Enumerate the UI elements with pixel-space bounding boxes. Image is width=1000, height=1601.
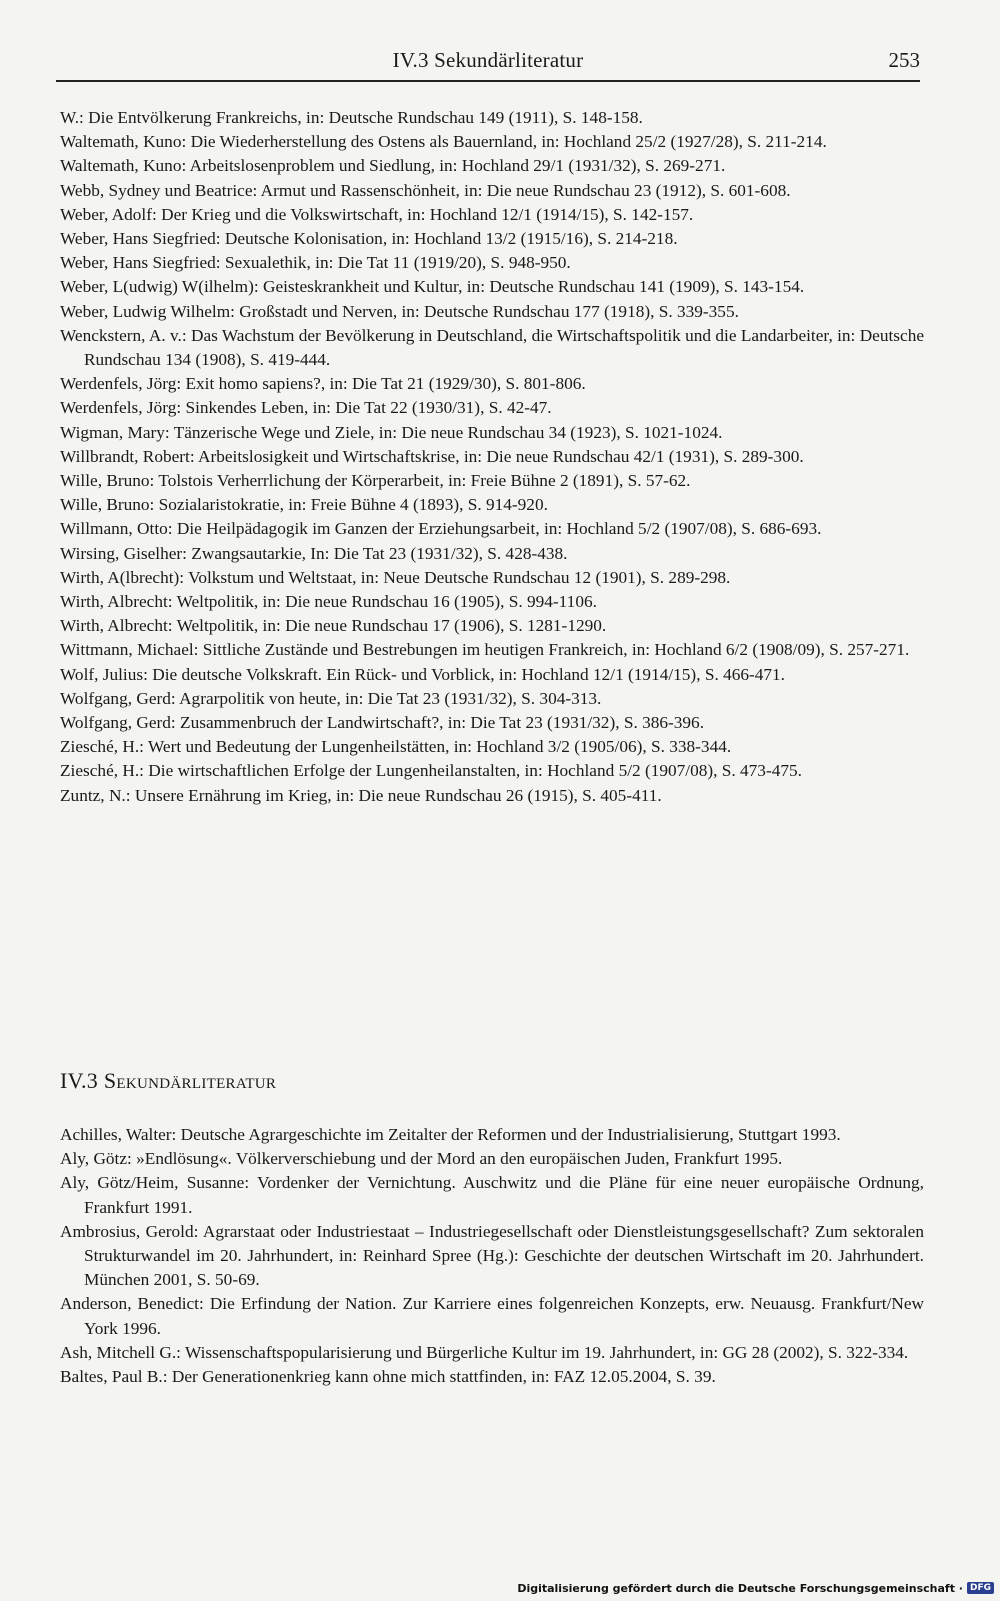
bibliography-entry: Aly, Götz/Heim, Susanne: Vordenker der Vernichtung. Auschwitz und die Pläne für eine neuer europäische Ordnung, Frankfurt 1991. xyxy=(60,1173,924,1217)
bibliography-entry: Weber, L(udwig) W(ilhelm): Geisteskrankheit und Kultur, in: Deutsche Rundschau 141 (1909), S. 143-154. xyxy=(60,277,805,297)
bibliography-entry: Wolf, Julius: Die deutsche Volkskraft. Ein Rück- und Vorblick, in: Hochland 12/1 (1914/15), S. 466-471. xyxy=(60,664,785,684)
bibliography-entry: Wolfgang, Gerd: Agrarpolitik von heute, in: Die Tat 23 (1931/32), S. 304-313. xyxy=(60,688,602,708)
running-header xyxy=(56,46,920,82)
bibliography-entry: Weber, Hans Siegfried: Sexualethik, in: Die Tat 11 (1919/20), S. 948-950. xyxy=(60,253,571,273)
section-title: Sekundärliteratur xyxy=(103,1068,277,1093)
bibliography-entry: W.: Die Entvölkerung Frankreichs, in: Deutsche Rundschau 149 (1911), S. 148-158. xyxy=(60,108,643,127)
page-number: 253 xyxy=(888,48,920,72)
running-header-title: IV.3 Sekundärliteratur xyxy=(392,48,584,72)
bibliography-entry: Wigman, Mary: Tänzerische Wege und Ziele, in: Die neue Rundschau 34 (1923), S. 1021-1024. xyxy=(60,422,723,442)
bibliography-list-secondary xyxy=(60,1123,924,1389)
bibliography-entry: Waltemath, Kuno: Arbeitslosenproblem und Siedlung, in: Hochland 29/1 (1931/32), S. 269-271. xyxy=(60,156,726,176)
bibliography-entry: Weber, Adolf: Der Krieg und die Volkswirtschaft, in: Hochland 12/1 (1914/15), S. 142-157. xyxy=(60,204,694,224)
bibliography-entry: Baltes, Paul B.: Der Generationenkrieg kann ohne mich stattfinden, in: FAZ 12.05.2004, S. 39. xyxy=(60,1367,716,1387)
bibliography-entry: Ambrosius, Gerold: Agrarstaat oder Industriestaat – Industriegesellschaft oder Dienstleistungsgesellschaft? Zum sektoralen Strukturwandel im 20. Jahrhundert, in: Reinhard Spree (Hg.): Geschichte der deutschen Wirtschaft im 20. Jahrhundert. München 2001, S. 50-69. xyxy=(60,1221,924,1290)
bibliography-list-primary xyxy=(60,106,924,808)
bibliography-entry: Webb, Sydney und Beatrice: Armut und Rassenschönheit, in: Die neue Rundschau 23 (1912), S. 601-608. xyxy=(60,180,791,200)
bibliography-entry: Wirth, Albrecht: Weltpolitik, in: Die neue Rundschau 17 (1906), S. 1281-1290. xyxy=(60,616,607,636)
bibliography-entry: Anderson, Benedict: Die Erfindung der Nation. Zur Karriere eines folgenreichen Konzepts, erw. Neuausg. Frankfurt/New York 1996. xyxy=(60,1294,924,1338)
bibliography-entry: Waltemath, Kuno: Die Wiederherstellung des Ostens als Bauernland, in: Hochland 25/2 (1927/28), S. 211-214. xyxy=(60,132,827,152)
bibliography-entry: Willbrandt, Robert: Arbeitslosigkeit und Wirtschaftskrise, in: Die neue Rundschau 42/1 (1931), S. 289-300. xyxy=(60,446,804,466)
bibliography-entry: Wille, Bruno: Tolstois Verherrlichung der Körperarbeit, in: Freie Bühne 2 (1891), S. 57-62. xyxy=(60,471,691,491)
bibliography-entry: Wille, Bruno: Sozialaristokratie, in: Freie Bühne 4 (1893), S. 914-920. xyxy=(60,495,548,515)
bibliography-entry: Aly, Götz: »Endlösung«. Völkerverschiebung und der Mord an den europäischen Juden, Frankfurt 1995. xyxy=(60,1149,783,1169)
bibliography-entry: Wittmann, Michael: Sittliche Zustände und Bestrebungen im heutigen Frankreich, in: Hochland 6/2 (1908/09), S. 257-271. xyxy=(60,640,910,660)
bibliography-entry: Weber, Ludwig Wilhelm: Großstadt und Nerven, in: Deutsche Rundschau 177 (1918), S. 339-355. xyxy=(60,301,739,321)
bibliography-entry: Willmann, Otto: Die Heilpädagogik im Ganzen der Erziehungsarbeit, in: Hochland 5/2 (1907/08), S. 686-693. xyxy=(60,519,822,539)
bibliography-entry: Ziesché, H.: Die wirtschaftlichen Erfolge der Lungenheilanstalten, in: Hochland 5/2 (1907/08), S. 473-475. xyxy=(60,761,802,781)
dfg-logo-icon: DFG xyxy=(967,1582,994,1594)
digitization-credit xyxy=(517,1579,994,1597)
bibliography-entry: Zuntz, N.: Unsere Ernährung im Krieg, in: Die neue Rundschau 26 (1915), S. 405-411. xyxy=(60,785,662,805)
bibliography-entry: Ziesché, H.: Wert und Bedeutung der Lungenheilstätten, in: Hochland 3/2 (1905/06), S. 338-344. xyxy=(60,737,732,757)
bibliography-entry: Ash, Mitchell G.: Wissenschaftspopularisierung und Bürgerliche Kultur im 19. Jahrhundert, in: GG 28 (2002), S. 322-334. xyxy=(60,1342,909,1362)
bibliography-entry: Werdenfels, Jörg: Sinkendes Leben, in: Die Tat 22 (1930/31), S. 42-47. xyxy=(60,398,552,418)
bibliography-entry: Achilles, Walter: Deutsche Agrargeschichte im Zeitalter der Reformen und der Industrialisierung, Stuttgart 1993. xyxy=(60,1125,841,1144)
bibliography-entry: Wirth, Albrecht: Weltpolitik, in: Die neue Rundschau 16 (1905), S. 994-1106. xyxy=(60,592,597,612)
bibliography-entry: Wenckstern, A. v.: Das Wachstum der Bevölkerung in Deutschland, die Wirtschaftspolitik und die Landarbeiter, in: Deutsche Rundschau 134 (1908), S. 419-444. xyxy=(60,325,924,370)
section-heading xyxy=(60,1068,276,1094)
bibliography-entry: Wolfgang, Gerd: Zusammenbruch der Landwirtschaft?, in: Die Tat 23 (1931/32), S. 386-396. xyxy=(60,713,705,733)
bibliography-entry: Wirsing, Giselher: Zwangsautarkie, In: Die Tat 23 (1931/32), S. 428-438. xyxy=(60,543,568,563)
digitization-credit-text: Digitalisierung gefördert durch die Deutsche Forschungsgemeinschaft · xyxy=(517,1581,963,1595)
section-number: IV.3 xyxy=(60,1068,99,1093)
bibliography-entry: Werdenfels, Jörg: Exit homo sapiens?, in: Die Tat 21 (1929/30), S. 801-806. xyxy=(60,374,586,394)
bibliography-entry: Weber, Hans Siegfried: Deutsche Kolonisation, in: Hochland 13/2 (1915/16), S. 214-218. xyxy=(60,229,678,249)
bibliography-entry: Wirth, A(lbrecht): Volkstum und Weltstaat, in: Neue Deutsche Rundschau 12 (1901), S. 289-298. xyxy=(60,567,731,587)
